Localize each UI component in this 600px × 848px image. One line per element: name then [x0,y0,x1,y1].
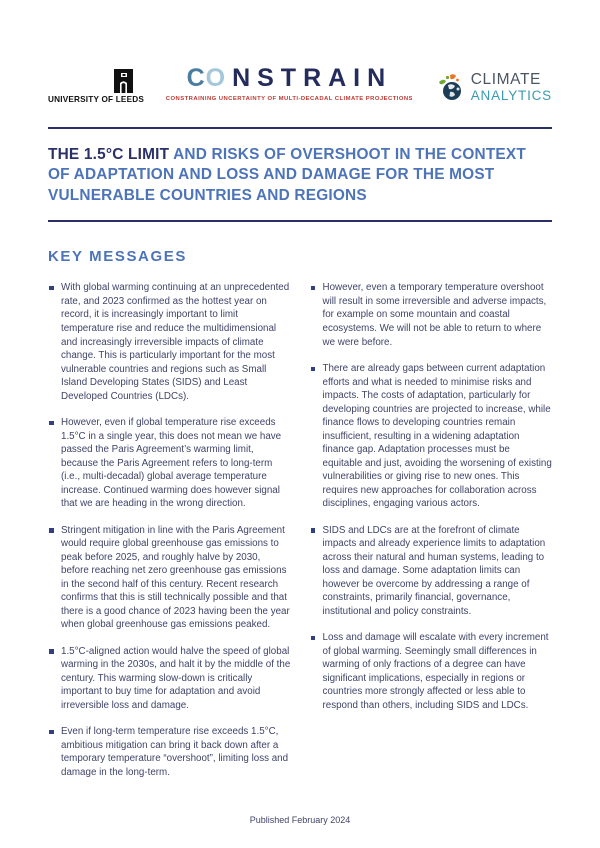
bullet-item: With global warming continuing at an unprecedented rate, and 2023 confirmed as the hottest year on record, it is increasingly important to limit temperature rise and reduce the multidimensional and increasingly irreversible impacts of climate change. This is particularly important for the most vulnerable countries and regions such as Small Island Developing States (SIDS) and Least Developed Countries (LDCs). [48,281,291,403]
bullet-list-left [48,281,291,779]
published-date: Published February 2024 [249,815,351,825]
bullet-item: However, even if global temperature rise exceeds 1.5°C in a single year, this does not mean we have passed the Paris Agreement’s warming limit, because the Paris Agreement refers to long-term (i.e., multi-decadal) global average temperature increase. Continued warming does however signal that we are heading in the wrong direction. [48,416,291,511]
constrain-wordmark-rest: NSTRAIN [232,64,393,92]
constrain-letter-c: C [186,64,212,92]
constrain-wordmark [166,66,413,91]
bullet-item: SIDS and LDCs are at the forefront of climate impacts and already experience limits to adaptation across their natural and human systems, leading to loss and damage. Some adaptation limits can however be overcome by addressing a range of constraints, primarily financial, governance, institutional and policy constraints. [310,524,553,619]
bullet-item: 1.5°C-aligned action would halve the speed of global warming in the 2030s, and halt it by the middle of the century. This warming slow-down is critically important to buy time for adaptation and avoid irreversible loss and damage. [48,645,291,713]
university-of-leeds-logo [48,69,143,106]
constrain-letter-o: O [205,64,233,92]
climate-analytics-wordmark [471,72,552,102]
bullet-item: There are already gaps between current adaptation efforts and what is needed to minimise risks and impacts. The costs of adaptation, particularly for developing countries are projected to increase, while finance flows to developing countries remain insufficient, resulting in a widening adaptation finance gap. Adaptation processes must be equitable and just, avoiding the worsening of existing vulnerabilities or giving rise to new ones. This requires new approaches for collaboration across disciplines, engaging various actors. [310,362,553,511]
constrain-logo [166,66,413,102]
university-of-leeds-building-icon [114,69,133,93]
key-messages-left-column [48,281,291,792]
title-top-rule [48,127,552,129]
bullet-item: Stringent mitigation in line with the Paris Agreement would require global greenhouse gas emissions to peak before 2025, and roughly halve by 2030, before reaching net zero greenhouse gas emissions in the second half of this century. Recent research confirms that this is still technically possible and that there is a good chance of 2023 having been the year when global greenhouse gas emissions peaked. [48,524,291,632]
bullet-item: Loss and damage will escalate with every increment of global warming. Seemingly small differences in warming of only fractions of a degree can have significant implications, especially in regions or countries more strongly affected or less able to respond than others, including SIDS and LDCs. [310,631,553,712]
title-bottom-rule [48,220,552,222]
bullet-list-right [310,281,553,712]
bullet-item: Even if long-term temperature rise exceeds 1.5°C, ambitious mitigation can bring it back down after a temporary temperature “overshoot”, limiting loss and damage in the long-term. [48,725,291,779]
header-logo-row [48,54,552,106]
key-messages-right-column [310,281,553,792]
key-messages-columns [48,281,552,792]
page-title-highlight: THE 1.5°C LIMIT [48,146,170,163]
climate-analytics-logo [436,72,552,102]
key-messages-heading: KEY MESSAGES [48,248,187,266]
climate-analytics-line1: CLIMATE [470,71,541,88]
bullet-item: However, even a temporary temperature overshoot will result in some irreversible and adverse impacts, for example on some mountain and coastal ecosystems. We will not be able to return to where we were before. [310,281,553,349]
climate-analytics-line2: ANALYTICS [470,87,552,103]
page-title [48,145,552,206]
constrain-tagline: CONSTRAINING UNCERTAINTY OF MULTI-DECADAL CLIMATE PROJECTIONS [165,96,413,102]
climate-analytics-globe-icon [436,72,466,102]
university-of-leeds-wordmark: UNIVERSITY OF LEEDS [48,95,145,104]
page-title-rest: AND RISKS OF OVERSHOOT IN THE CONTEXT OF ADAPTATION AND LOSS AND DAMAGE FOR THE MOST VULNERABLE COUNTRIES AND REGIONS [48,146,526,204]
